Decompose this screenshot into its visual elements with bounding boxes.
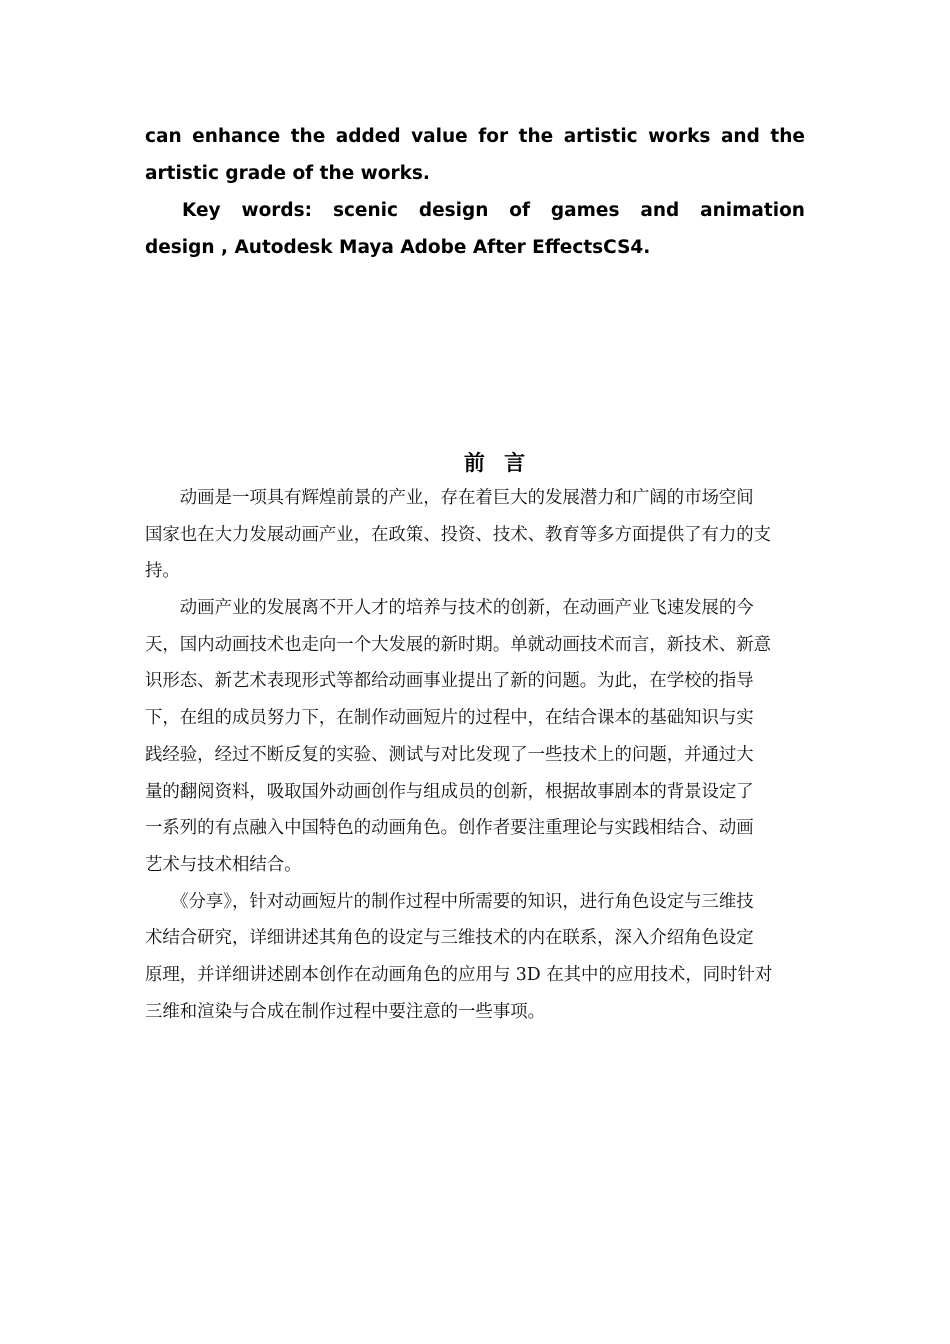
word: scenic [332,200,398,221]
preface-body [145,480,807,1030]
paragraph-line: 下，在组的成员努力下，在制作动画短片的过程中，在结合课本的基础知识与实 [145,708,754,729]
word: games [550,200,620,221]
word: design [418,200,489,221]
word: value [411,126,468,147]
word: added [335,126,401,147]
paragraph-line: 三维和渲染与合成在制作过程中要注意的一些事项。 [145,1001,545,1022]
word: animation [700,200,805,221]
word: Key [182,200,221,221]
preface-title: 前 言 [463,450,532,475]
paragraph-line: 一系列的有点融入中国特色的动画角色。创作者要注重理论与实践相结合、动画 [145,818,754,839]
word: can [145,126,182,147]
paragraph-line: 术结合研究，详细讲述其角色的设定与三维技术的内在联系，深入介绍角色设定 [145,928,754,949]
word: artistic [563,126,638,147]
word: and [720,126,760,147]
paragraph-line: 识形态、新艺术表现形式等都给动画事业提出了新的问题。为此，在学校的指导 [145,671,754,692]
paragraph-line: 量的翻阅资料，吸取国外动画创作与组成员的创新，根据故事剧本的背景设定了 [145,781,754,802]
paragraph-line: 国家也在大力发展动画产业，在政策、投资、技术、教育等多方面提供了有力的支 [145,524,772,545]
abstract-english-end [145,118,805,266]
paragraph-line: 天，国内动画技术也走向一个大发展的新时期。单就动画技术而言，新技术、新意 [145,634,772,655]
paragraph-line: 持。 [145,561,180,582]
word: works [648,126,711,147]
word: the [770,126,805,147]
paragraph-line: 践经验，经过不断反复的实验、测试与对比发现了一些技术上的问题，并通过大 [145,744,754,765]
keywords-line-1 [145,192,805,229]
abstract-line-1 [145,118,805,155]
paragraph-line: 动画是一项具有辉煌前景的产业，存在着巨大的发展潜力和广阔的市场空间 [145,488,754,508]
keywords-line-2: design , Autodesk Maya Adobe After EffectsCS4. [145,237,651,258]
preface-paragraph-2 [145,590,807,884]
word: the [518,126,554,147]
word: and [640,200,680,221]
paragraph-line: 原理，并详细讲述剧本创作在动画角色的应用与 3D 在其中的应用技术，同时针对 [145,964,773,985]
preface-paragraph-1 [145,480,807,590]
abstract-line-2: artistic grade of the works. [145,163,430,184]
word: of [509,200,531,221]
paragraph-line: 动画产业的发展离不开人才的培养与技术的创新，在动画产业飞速发展的今 [145,598,754,619]
preface-paragraph-3 [145,884,807,1031]
paragraph-line: 艺术与技术相结合。 [145,854,302,875]
word: enhance [192,126,281,147]
word: the [290,126,326,147]
word: for [478,126,509,147]
paragraph-line: 《分享》，针对动画短片的制作过程中所需要的知识，进行角色设定与三维技 [145,891,754,912]
word: words: [241,200,313,221]
